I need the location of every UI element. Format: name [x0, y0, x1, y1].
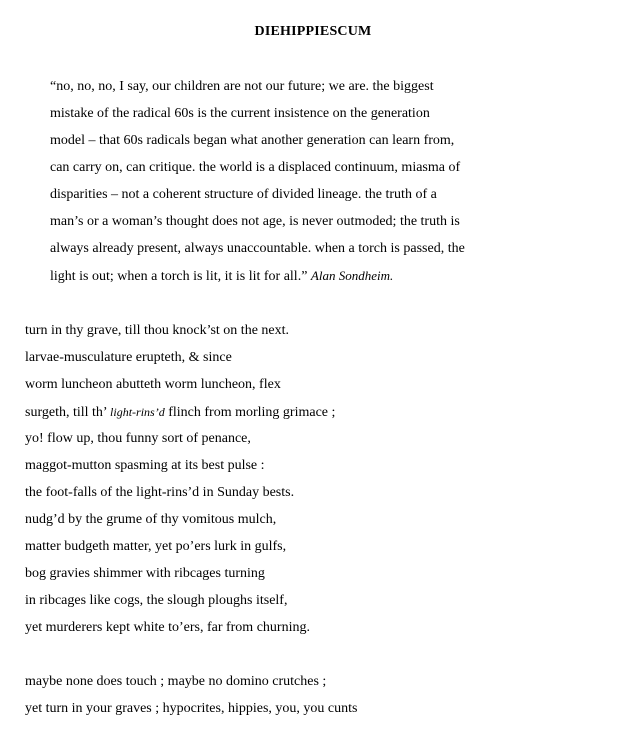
epigraph-line: model – that 60s radicals began what another generation can learn from, [50, 133, 455, 148]
poem-line: larvae-musculature erupteth, & since [25, 350, 232, 365]
epigraph-line: man’s or a woman’s thought does not age, is never outmoded; the truth is [50, 214, 460, 229]
poem-line: bog gravies shimmer with ribcages turning [25, 566, 265, 581]
epigraph-line: disparities – not a coherent structure of divided lineage. the truth of a [50, 187, 437, 202]
poem-line: maggot-mutton spasming at its best pulse : [25, 458, 265, 473]
epigraph-line: can carry on, can critique. the world is a displaced continuum, miasma of [50, 160, 461, 175]
epigraph-author: Alan Sondheim. [310, 268, 394, 283]
poem-line: in ribcages like cogs, the slough ploughs itself, [25, 593, 288, 608]
poem-line: maybe none does touch ; maybe no domino crutches ; [25, 674, 327, 689]
epigraph-last-line [50, 265, 530, 292]
poem-line: matter budgeth matter, yet po’ers lurk in gulfs, [25, 539, 287, 554]
poem-line [25, 401, 605, 428]
poem-line: yet turn in your graves ; hypocrites, hippies, you, you cunts [25, 701, 358, 716]
epigraph-line-text: light is out; when a torch is lit, it is lit for all.” [50, 269, 308, 284]
poem-line: turn in thy grave, till thou knock’st on the next. [25, 323, 290, 338]
epigraph-line: “no, no, no, I say, our children are not our future; we are. the biggest [50, 79, 434, 94]
epigraph-line: always already present, always unaccountable. when a torch is passed, the [50, 241, 465, 256]
poem-line: yet murderers kept white to’ers, far from churning. [25, 620, 310, 635]
poem-line: worm luncheon abutteth worm luncheon, flex [25, 377, 281, 392]
poem-line: nudg’d by the grume of thy vomitous mulch, [25, 512, 277, 527]
poem-line-segment: flinch from morling grimace ; [164, 405, 336, 420]
poem-line: yo! flow up, thou funny sort of penance, [25, 431, 251, 446]
poem-title: DIEHIPPIESCUM [254, 24, 372, 39]
poem-line: the foot-falls of the light-rins’d in Sunday bests. [25, 485, 295, 500]
poem-body [25, 320, 605, 725]
epigraph-quote [50, 76, 530, 292]
poem-italic-phrase: light-rins’d [110, 405, 165, 419]
poem-line-segment: surgeth, till th’ [25, 405, 111, 420]
stanza-break [25, 644, 605, 671]
epigraph-line: mistake of the radical 60s is the current insistence on the generation [50, 106, 430, 121]
